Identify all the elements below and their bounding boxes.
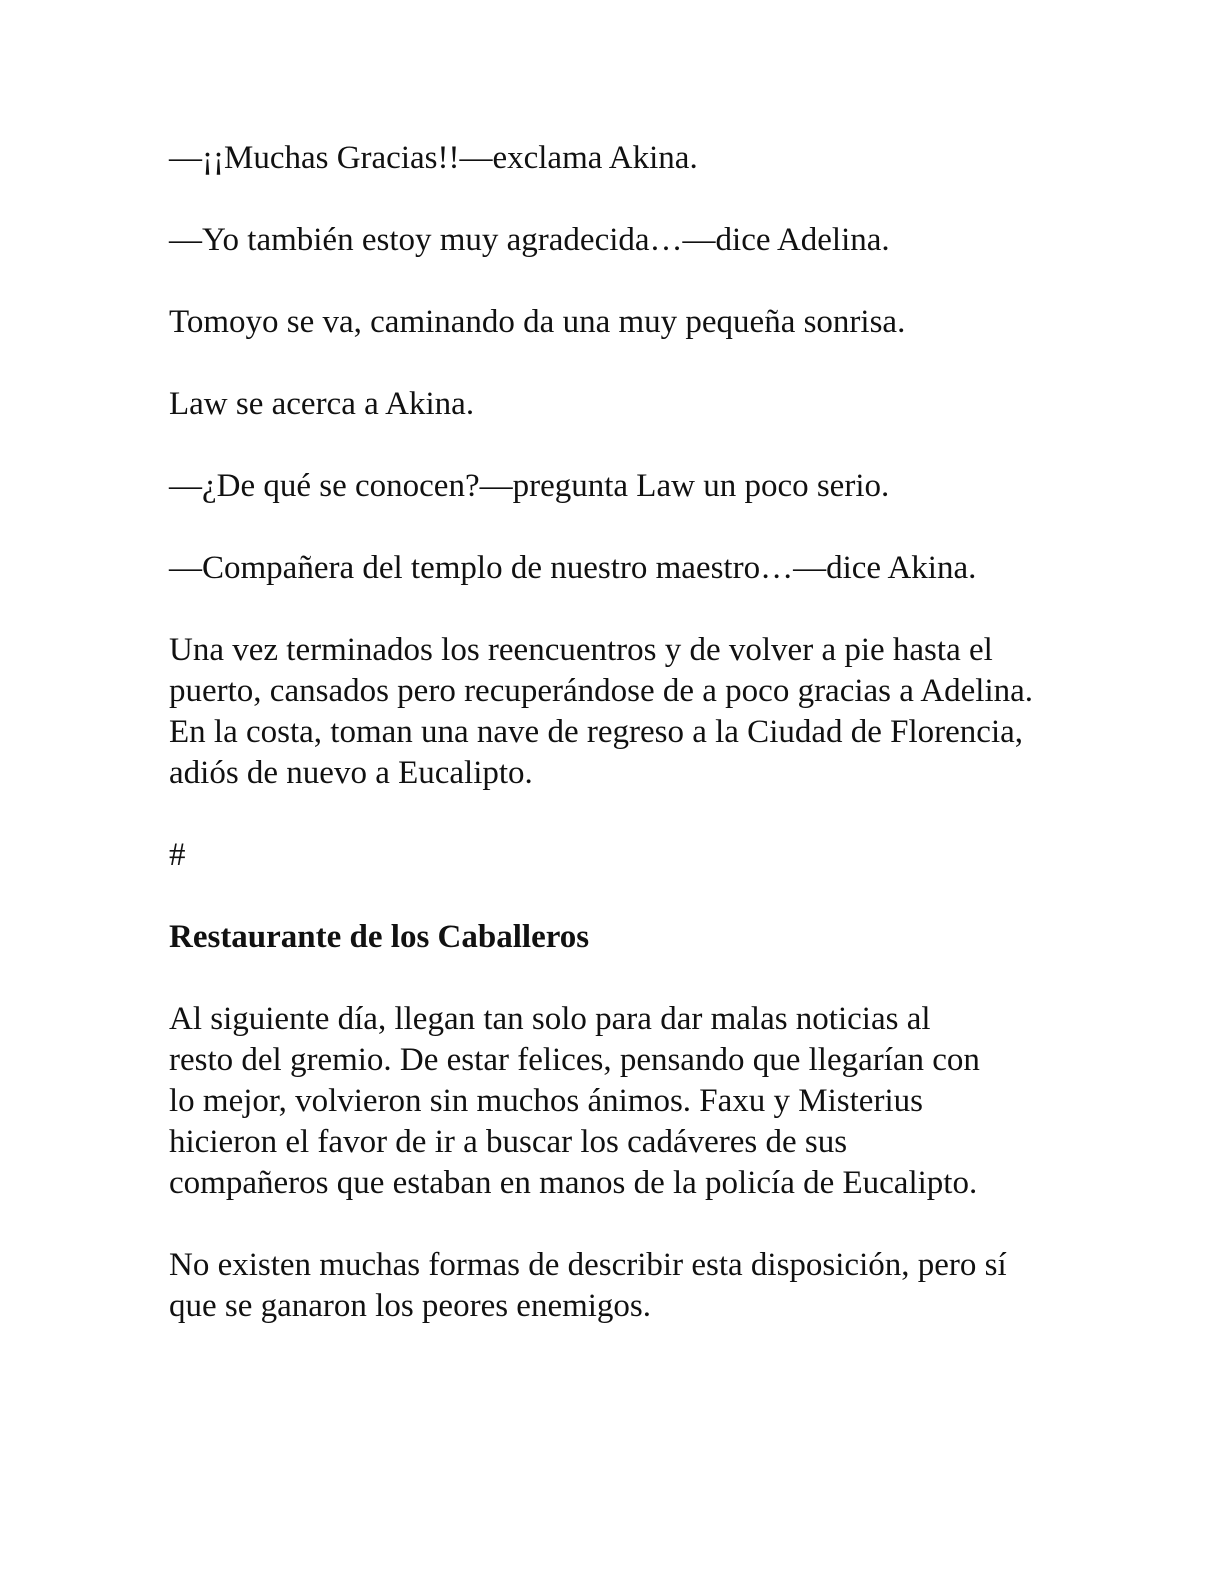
- dialogue-line: —Compañera del templo de nuestro maestro…—dice Akina.: [169, 550, 977, 586]
- scene-break-marker: #: [169, 837, 186, 873]
- narration-paragraph: Al siguiente día, llegan tan solo para dar malas noticias al resto del gremio. De estar felices, pensando que llegarían con lo mejor, volvieron sin muchos ánimos. Faxu y Misterius hicieron el favor de ir a buscar los cadáveres de sus compañeros que estaban en manos de la policía de Eucalipto.: [169, 1001, 980, 1201]
- narration-line: Tomoyo se va, caminando da una muy pequeña sonrisa.: [169, 304, 906, 340]
- narration-line: Law se acerca a Akina.: [169, 386, 475, 422]
- document-page: [169, 138, 1059, 1368]
- section-heading: Restaurante de los Caballeros: [169, 919, 590, 955]
- narration-paragraph: Una vez terminados los reencuentros y de volver a pie hasta el puerto, cansados pero recuperándose de a poco gracias a Adelina. En la costa, toman una nave de regreso a la Ciudad de Florencia, adiós de nuevo a Eucalipto.: [169, 632, 1034, 791]
- narration-paragraph: No existen muchas formas de describir esta disposición, pero sí que se ganaron los peores enemigos.: [169, 1247, 1007, 1324]
- dialogue-line: —¡¡Muchas Gracias!!—exclama Akina.: [169, 140, 698, 176]
- dialogue-line: —¿De qué se conocen?—pregunta Law un poco serio.: [169, 468, 890, 504]
- dialogue-line: —Yo también estoy muy agradecida…—dice Adelina.: [169, 222, 890, 258]
